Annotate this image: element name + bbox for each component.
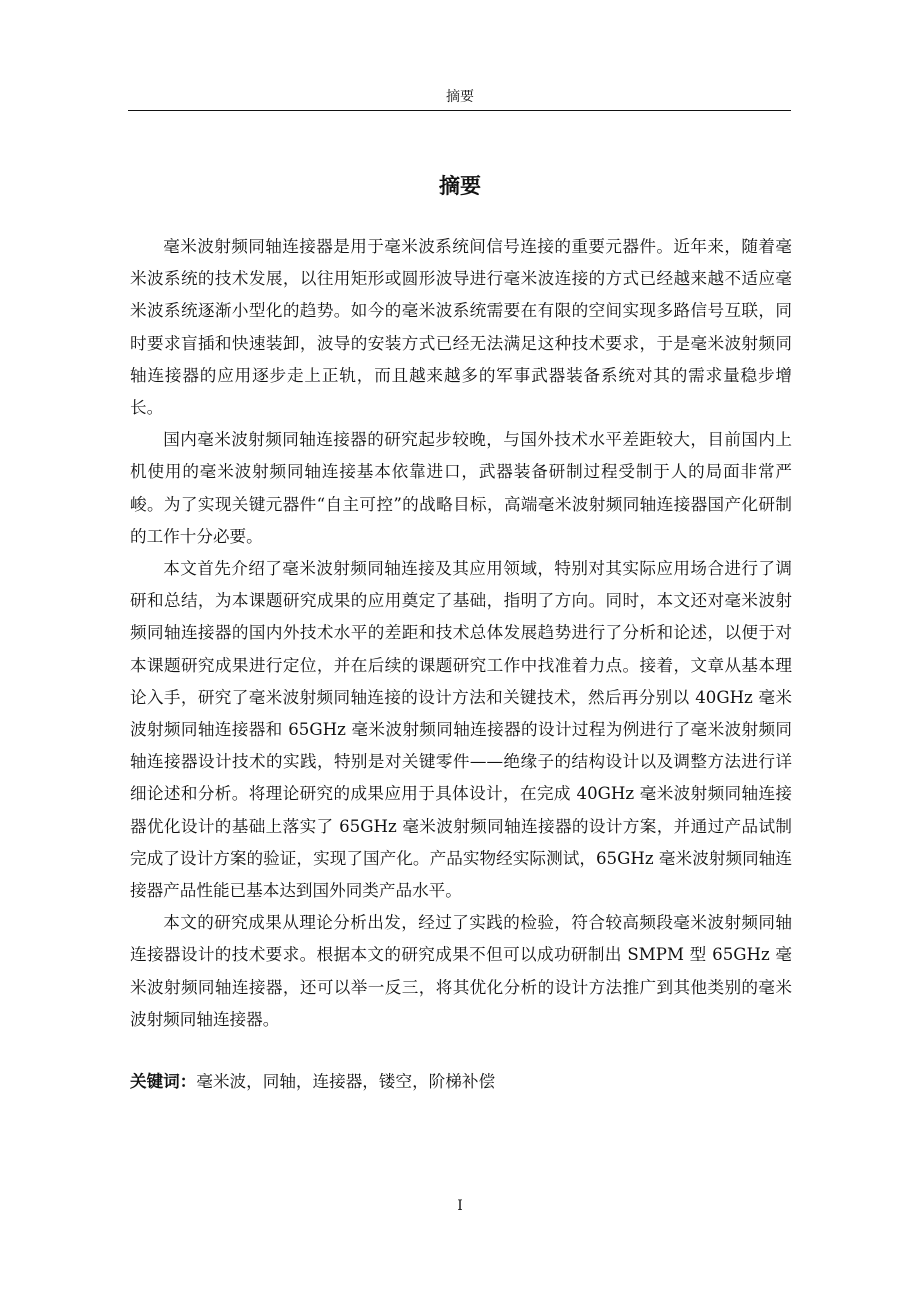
abstract-title: 摘要 [439, 174, 481, 198]
abstract-paragraph-2: 国内毫米波射频同轴连接器的研究起步较晚，与国外技术水平差距较大，目前国内上机使用的毫米波射频同轴连接基本依靠进口，武器装备研制过程受制于人的局面非常严峻。为了实现关键元器件“自主可控”的战略目标，高端毫米波射频同轴连接器国产化研制的工作十分必要。 [130, 430, 792, 546]
keywords-label: 关键词： [130, 1072, 197, 1091]
abstract-paragraph-4: 本文的研究成果从理论分析出发，经过了实践的检验，符合较高频段毫米波射频同轴连接器设计的技术要求。根据本文的研究成果不但可以成功研制出 SMPM 型 65GHz 毫米波射频同轴连接器，还可以举一反三，将其优化分析的设计方法推广到其他类别的毫米波射频同轴连接器。 [130, 913, 792, 1029]
abstract-paragraph-3: 本文首先介绍了毫米波射频同轴连接及其应用领域，特别对其实际应用场合进行了调研和总结，为本课题研究成果的应用奠定了基础，指明了方向。同时，本文还对毫米波射频同轴连接器的国内外技术水平的差距和技术总体发展趋势进行了分析和论述，以便于对本课题研究成果进行定位，并在后续的课题研究工作中找准着力点。接着，文章从基本理论入手，研究了毫米波射频同轴连接的设计方法和关键技术，然后再分别以 40GHz 毫米波射频同轴连接器和 65GHz 毫米波射频同轴连接器的设计过程为例进行了毫米波射频同轴连接器设计技术的实践，特别是对关键零件——绝缘子的结构设计以及调整方法进行详细论述和分析。将理论研究的成果应用于具体设计，在完成 40GHz 毫米波射频同轴连接器优化设计的基础上落实了 65GHz 毫米波射频同轴连接器的设计方案，并通过产品试制完成了设计方案的验证，实现了国产化。产品实物经实际测试，65GHz 毫米波射频同轴连接器产品性能已基本达到国外同类产品水平。 [130, 559, 792, 901]
abstract-paragraph-1: 毫米波射频同轴连接器是用于毫米波系统间信号连接的重要元器件。近年来，随着毫米波系统的技术发展，以往用矩形或圆形波导进行毫米波连接的方式已经越来越不适应毫米波系统逐渐小型化的趋势。如今的毫米波系统需要在有限的空间实现多路信号互联，同时要求盲插和快速装卸，波导的安装方式已经无法满足这种技术要求，于是毫米波射频同轴连接器的应用逐步走上正轨，而且越来越多的军事武器装备系统对其的需求量稳步增长。 [130, 237, 792, 418]
page-number: I [457, 1198, 463, 1214]
keywords-value: 毫米波，同轴，连接器，镂空，阶梯补偿 [196, 1072, 496, 1091]
keywords-line [130, 1066, 792, 1098]
header-rule [128, 110, 791, 111]
running-header: 摘要 [446, 89, 474, 105]
abstract-body [130, 231, 792, 1036]
